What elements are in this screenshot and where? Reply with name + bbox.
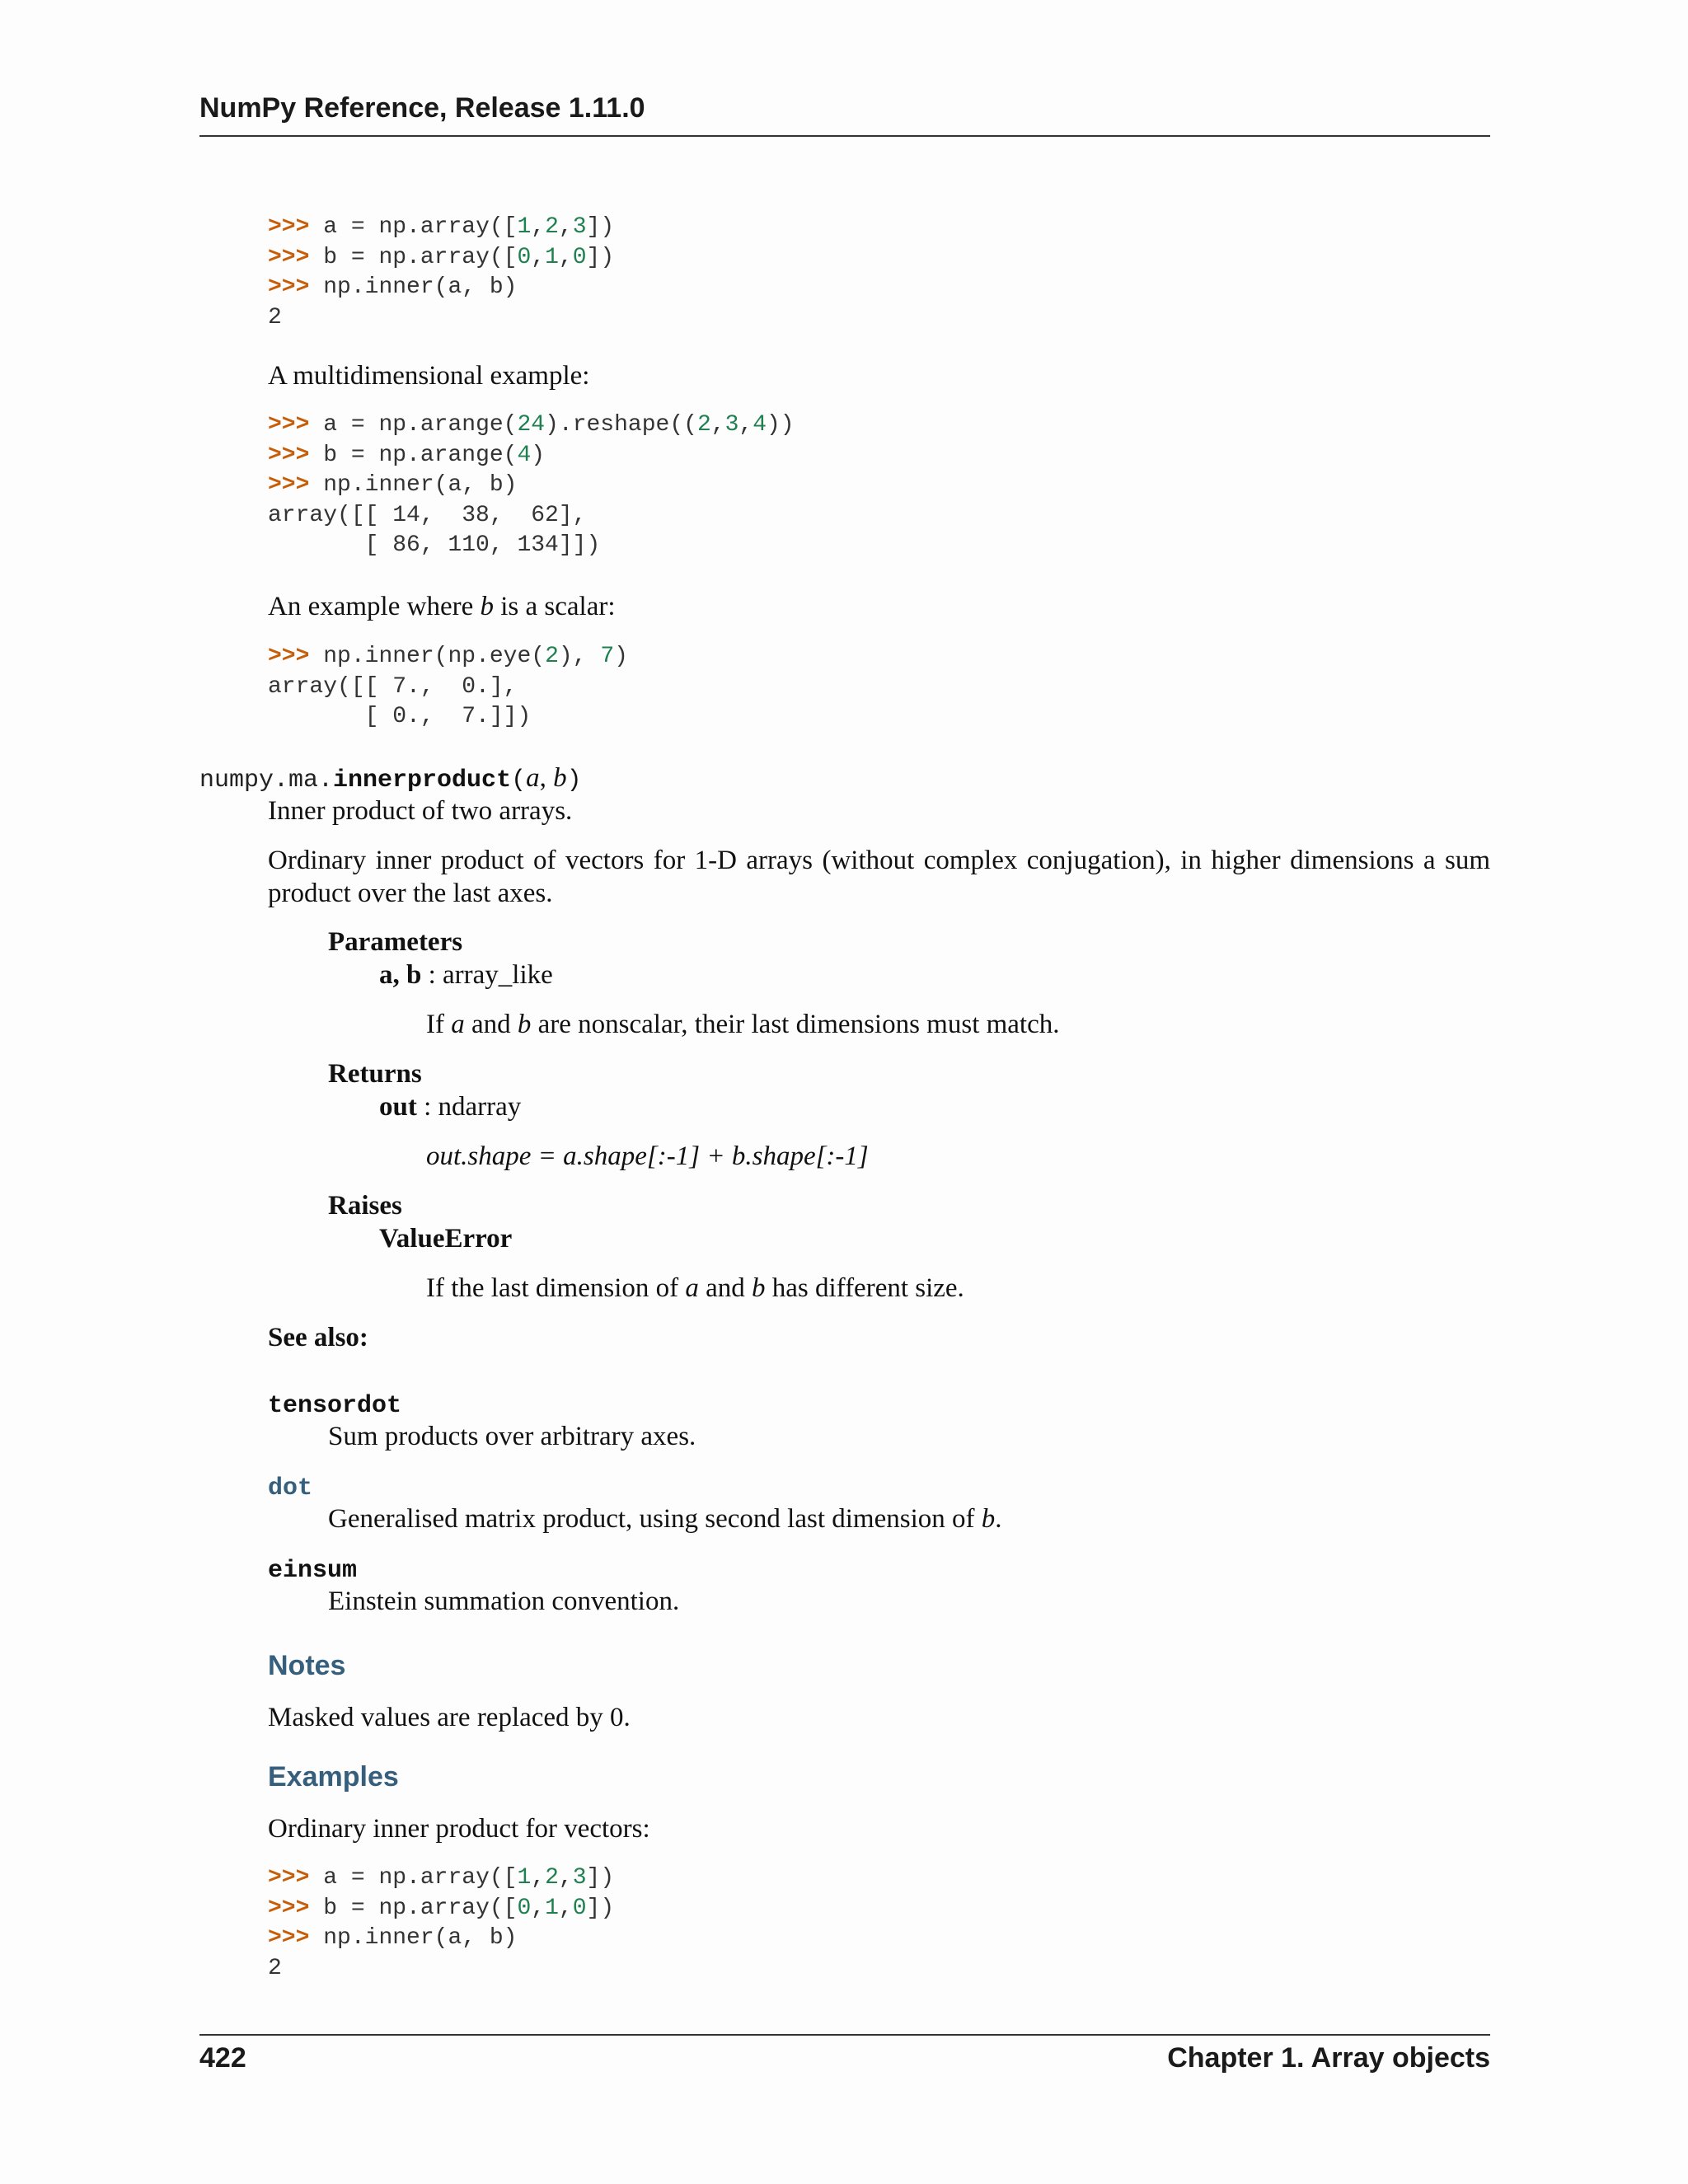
function-signature: numpy.ma.innerproduct(a, b)	[199, 763, 582, 794]
raise-description: If the last dimension of a and b has different size.	[426, 1273, 964, 1303]
footer-divider	[199, 2034, 1490, 2036]
code-example-2	[268, 410, 795, 561]
code-line: >>> np.inner(a, b)	[268, 472, 518, 498]
see-also-dot-desc: Generalised matrix product, using second last dimension of b.	[328, 1504, 1002, 1534]
code-example-3	[268, 642, 628, 733]
see-also-tensordot-desc: Sum products over arbitrary axes.	[328, 1422, 696, 1451]
raise-valueerror: ValueError	[379, 1224, 513, 1254]
function-summary: Inner product of two arrays.	[268, 796, 573, 826]
returns-heading: Returns	[328, 1059, 422, 1089]
code-line: >>> np.inner(np.eye(2), 7)	[268, 644, 628, 669]
param-description: If a and b are nonscalar, their last dimensions must match.	[426, 1010, 1060, 1039]
code-line: >>> a = np.array([1,2,3])	[268, 214, 615, 240]
return-description: out.shape = a.shape[:-1] + b.shape[:-1]	[426, 1141, 869, 1171]
code-output: 2	[268, 304, 282, 330]
notes-heading: Notes	[268, 1650, 346, 1681]
code-line: >>> np.inner(a, b)	[268, 274, 518, 300]
running-header: NumPy Reference, Release 1.11.0	[199, 92, 1490, 137]
paragraph-multidim: A multidimensional example:	[268, 361, 590, 391]
code-line: >>> a = np.arange(24).reshape((2,3,4))	[268, 412, 795, 438]
see-also-einsum-desc: Einstein summation convention.	[328, 1586, 680, 1616]
parameters-heading: Parameters	[328, 927, 463, 957]
paragraph-scalar: An example where b is a scalar:	[268, 592, 616, 621]
chapter-title: Chapter 1. Array objects	[1167, 2042, 1490, 2074]
page-number: 422	[199, 2042, 246, 2074]
code-line: >>> b = np.array([0,1,0])	[268, 1895, 615, 1921]
param-a-b: a, b : array_like	[379, 960, 553, 990]
see-also-dot-link[interactable]: dot	[268, 1474, 313, 1502]
code-example-4	[268, 1863, 614, 1984]
examples-text: Ordinary inner product for vectors:	[268, 1814, 650, 1844]
code-line: >>> np.inner(a, b)	[268, 1925, 518, 1951]
notes-text: Masked values are replaced by 0.	[268, 1703, 631, 1732]
function-description: Ordinary inner product of vectors for 1-D arrays (without complex conjugation), in higher dimensions a sum product over the last axes.	[268, 846, 1490, 908]
code-output: array([[ 7., 0.],	[268, 673, 518, 700]
raises-heading: Raises	[328, 1191, 402, 1221]
examples-heading: Examples	[268, 1761, 399, 1793]
code-line: >>> b = np.array([0,1,0])	[268, 244, 615, 270]
code-line: >>> a = np.array([1,2,3])	[268, 1865, 615, 1891]
code-output: array([[ 14, 38, 62],	[268, 502, 587, 528]
return-out: out : ndarray	[379, 1092, 522, 1122]
code-output: 2	[268, 1955, 282, 1981]
code-output: [ 86, 110, 134]])	[268, 532, 601, 558]
see-also-tensordot-link[interactable]: tensordot	[268, 1392, 402, 1420]
see-also-heading: See also:	[268, 1323, 368, 1352]
see-also-einsum-link[interactable]: einsum	[268, 1557, 358, 1585]
code-example-1	[268, 213, 614, 333]
code-line: >>> b = np.arange(4)	[268, 442, 546, 468]
code-output: [ 0., 7.]])	[268, 704, 532, 729]
